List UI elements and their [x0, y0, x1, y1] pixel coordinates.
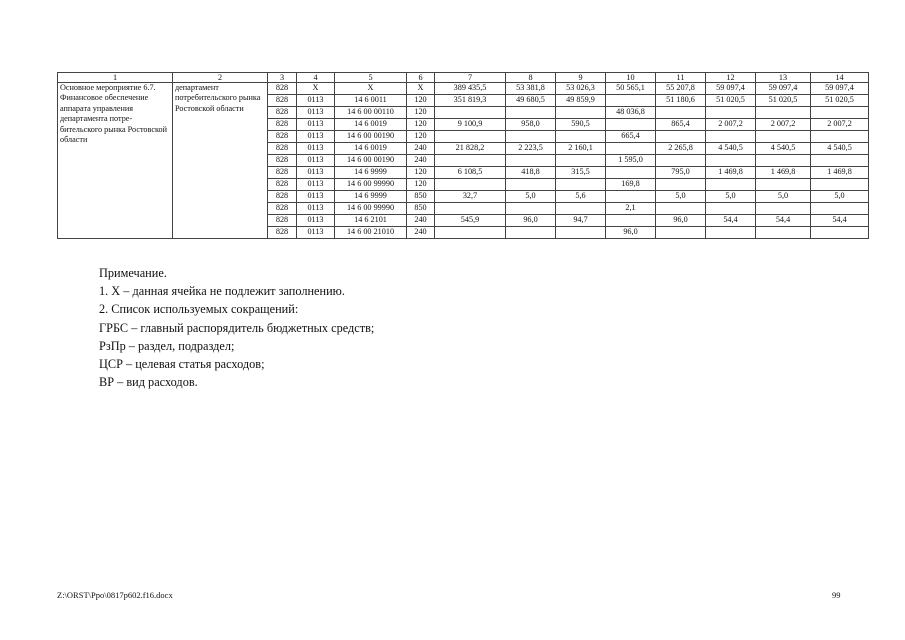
table-cell: [756, 107, 811, 119]
table-cell: [756, 131, 811, 143]
table-cell: [606, 215, 656, 227]
table-cell: 0113: [297, 95, 335, 107]
table-cell: 545,9: [435, 215, 506, 227]
table-cell: 0113: [297, 227, 335, 239]
table-cell: 14 6 00 00190: [335, 131, 407, 143]
table-cell: 14 6 9999: [335, 167, 407, 179]
table-cell: 4 540,5: [706, 143, 756, 155]
table-cell: 120: [407, 119, 435, 131]
table-cell: 828: [268, 83, 297, 95]
table-cell: 54,4: [706, 215, 756, 227]
table-cell: 828: [268, 203, 297, 215]
table-cell: 32,7: [435, 191, 506, 203]
table-cell: 50 565,1: [606, 83, 656, 95]
table-cell: 850: [407, 203, 435, 215]
table-cell: 351 819,3: [435, 95, 506, 107]
table-cell: 94,7: [556, 215, 606, 227]
table-cell: 9 100,9: [435, 119, 506, 131]
table-cell: 389 435,5: [435, 83, 506, 95]
table-cell: [435, 227, 506, 239]
table-cell: [706, 107, 756, 119]
table-cell: [506, 179, 556, 191]
table-cell: 6 108,5: [435, 167, 506, 179]
table-cell: 14 6 00 99990: [335, 203, 407, 215]
table-cell: 169,8: [606, 179, 656, 191]
table-cell: 51 020,5: [706, 95, 756, 107]
table-cell: 795,0: [656, 167, 706, 179]
table-cell: 14 6 00 99990: [335, 179, 407, 191]
table-cell: 59 097,4: [756, 83, 811, 95]
footer-page-number: 99: [832, 590, 841, 600]
table-cell: 828: [268, 155, 297, 167]
table-cell: 418,8: [506, 167, 556, 179]
table-cell: [435, 203, 506, 215]
table-cell: [706, 227, 756, 239]
column-header: 12: [706, 73, 756, 83]
table-cell: [556, 227, 606, 239]
note-line: ЦСР – целевая статья расходов;: [99, 357, 265, 372]
table-cell: 240: [407, 155, 435, 167]
table-cell: [811, 131, 869, 143]
table-cell: 14 6 00 00190: [335, 155, 407, 167]
table-cell: [606, 95, 656, 107]
table-cell: [506, 227, 556, 239]
table-cell: 5,0: [811, 191, 869, 203]
notes-title: Примечание.: [99, 266, 167, 280]
column-header: 13: [756, 73, 811, 83]
table-cell: 0113: [297, 155, 335, 167]
table-cell: 0113: [297, 203, 335, 215]
table-cell: [435, 131, 506, 143]
table-cell: [756, 227, 811, 239]
table-cell: 51 020,5: [811, 95, 869, 107]
table-cell: 2 007,2: [756, 119, 811, 131]
table-cell: [606, 191, 656, 203]
table-cell: 828: [268, 95, 297, 107]
table-cell: [756, 179, 811, 191]
table-cell: 14 6 2101: [335, 215, 407, 227]
table-cell: [811, 107, 869, 119]
table-cell: 49 680,5: [506, 95, 556, 107]
table-cell: 120: [407, 179, 435, 191]
table-cell: 665,4: [606, 131, 656, 143]
table-cell: 828: [268, 191, 297, 203]
table-cell: 0113: [297, 215, 335, 227]
table-cell: 828: [268, 167, 297, 179]
column-header: 7: [435, 73, 506, 83]
table-cell: [656, 203, 706, 215]
column-header: 11: [656, 73, 706, 83]
table-cell: [556, 179, 606, 191]
table-cell: 2 160,1: [556, 143, 606, 155]
table-cell: [811, 203, 869, 215]
table-cell: 1 469,8: [756, 167, 811, 179]
table-cell: 240: [407, 227, 435, 239]
table-cell: 0113: [297, 179, 335, 191]
table-cell: 315,5: [556, 167, 606, 179]
table-cell: 0113: [297, 107, 335, 119]
table-cell: [606, 143, 656, 155]
table-cell: [756, 203, 811, 215]
table-cell: [656, 227, 706, 239]
table-cell: X: [297, 83, 335, 95]
table-cell: 14 6 9999: [335, 191, 407, 203]
table-cell: 2 007,2: [706, 119, 756, 131]
table-cell: 59 097,4: [706, 83, 756, 95]
table-cell: [556, 155, 606, 167]
table-cell: 96,0: [656, 215, 706, 227]
table-cell: 828: [268, 227, 297, 239]
table-cell: [506, 203, 556, 215]
table-cell: [706, 203, 756, 215]
table-cell: 59 097,4: [811, 83, 869, 95]
table-cell: 0113: [297, 119, 335, 131]
column-header: 3: [268, 73, 297, 83]
table-cell: 53 381,8: [506, 83, 556, 95]
table-cell: [606, 167, 656, 179]
table-cell: 5,0: [706, 191, 756, 203]
column-header: 10: [606, 73, 656, 83]
note-line: ГРБС – главный распорядитель бюджетных средств;: [99, 320, 375, 335]
notes-block: [99, 264, 374, 391]
table-row: [58, 83, 869, 95]
table-cell: 14 6 00 21010: [335, 227, 407, 239]
table-cell: 1 469,8: [811, 167, 869, 179]
table-cell: 828: [268, 215, 297, 227]
table-cell: [506, 107, 556, 119]
table-cell: [506, 131, 556, 143]
table-cell: 48 036,8: [606, 107, 656, 119]
table-cell: 828: [268, 143, 297, 155]
table-cell: [556, 107, 606, 119]
table-cell: 590,5: [556, 119, 606, 131]
table-cell: 0113: [297, 143, 335, 155]
table-cell: 120: [407, 167, 435, 179]
note-line: 1. Х – данная ячейка не подлежит заполнению.: [99, 284, 345, 299]
table-header-row: [58, 73, 869, 83]
table-cell: [811, 179, 869, 191]
table-cell: [556, 131, 606, 143]
table-cell: 850: [407, 191, 435, 203]
column-header: 9: [556, 73, 606, 83]
table-cell: 5,6: [556, 191, 606, 203]
table-cell: [706, 155, 756, 167]
column-header: 4: [297, 73, 335, 83]
table-cell: 51 180,6: [656, 95, 706, 107]
table-cell: 21 828,2: [435, 143, 506, 155]
table-cell: [756, 155, 811, 167]
table-cell: [435, 107, 506, 119]
table-cell: 0113: [297, 167, 335, 179]
column-header: 14: [811, 73, 869, 83]
column-header: 5: [335, 73, 407, 83]
table-cell: 1 595,0: [606, 155, 656, 167]
table-cell: [435, 179, 506, 191]
table-cell: 120: [407, 107, 435, 119]
table-cell: 2,1: [606, 203, 656, 215]
table-cell: 4 540,5: [756, 143, 811, 155]
table-cell: [506, 155, 556, 167]
table-cell: [606, 119, 656, 131]
table-cell: 2 265,8: [656, 143, 706, 155]
table-cell: 0113: [297, 191, 335, 203]
table-cell: 828: [268, 107, 297, 119]
table-cell: 958,0: [506, 119, 556, 131]
note-line: РзПр – раздел, подраздел;: [99, 338, 235, 353]
table-cell: [706, 179, 756, 191]
table-cell: 0113: [297, 131, 335, 143]
table-cell: 14 6 00 00110: [335, 107, 407, 119]
table-cell: 5,0: [656, 191, 706, 203]
note-line: 2. Список используемых сокращений:: [99, 302, 299, 317]
column-header: 2: [173, 73, 268, 83]
table-cell: [811, 155, 869, 167]
table-cell: 14 6 0019: [335, 143, 407, 155]
table-cell: [656, 131, 706, 143]
table-cell: 120: [407, 95, 435, 107]
column-header: 1: [58, 73, 173, 83]
table-cell: 4 540,5: [811, 143, 869, 155]
table-cell: 14 6 0019: [335, 119, 407, 131]
table-cell: [811, 227, 869, 239]
table-cell: X: [335, 83, 407, 95]
table-cell: [556, 203, 606, 215]
table-cell: 1 469,8: [706, 167, 756, 179]
table-cell: 2 007,2: [811, 119, 869, 131]
table-cell: 96,0: [506, 215, 556, 227]
table-cell: 51 020,5: [756, 95, 811, 107]
column-header: 8: [506, 73, 556, 83]
table-cell: 54,4: [756, 215, 811, 227]
table-cell: 240: [407, 215, 435, 227]
table-cell: 55 207,8: [656, 83, 706, 95]
table-cell: 120: [407, 131, 435, 143]
table-cell: 49 859,9: [556, 95, 606, 107]
budget-table: [57, 72, 869, 239]
activity-name-cell: Основное мероприятие 6.7. Финансовое обеспечение аппарата управления департамента потре-бительского рынка Ростовской области: [58, 83, 173, 239]
column-header: 6: [407, 73, 435, 83]
table-cell: 54,4: [811, 215, 869, 227]
table-cell: 2 223,5: [506, 143, 556, 155]
table-cell: 828: [268, 131, 297, 143]
note-line: ВР – вид расходов.: [99, 375, 198, 390]
table-cell: [656, 155, 706, 167]
table-cell: 5,0: [756, 191, 811, 203]
footer-file-path: Z:\ORST\Ppo\0817p602.f16.docx: [57, 590, 173, 600]
table-cell: X: [407, 83, 435, 95]
table-cell: 53 026,3: [556, 83, 606, 95]
table-cell: 865,4: [656, 119, 706, 131]
table-cell: [435, 155, 506, 167]
table-cell: [656, 107, 706, 119]
table-cell: 828: [268, 179, 297, 191]
table-cell: 5,0: [506, 191, 556, 203]
table-cell: 96,0: [606, 227, 656, 239]
table-cell: [656, 179, 706, 191]
table-cell: [706, 131, 756, 143]
table-cell: 828: [268, 119, 297, 131]
table-cell: 14 6 0011: [335, 95, 407, 107]
table-cell: 240: [407, 143, 435, 155]
executor-cell: департамент потребительского рынка Ростовской области: [173, 83, 268, 239]
